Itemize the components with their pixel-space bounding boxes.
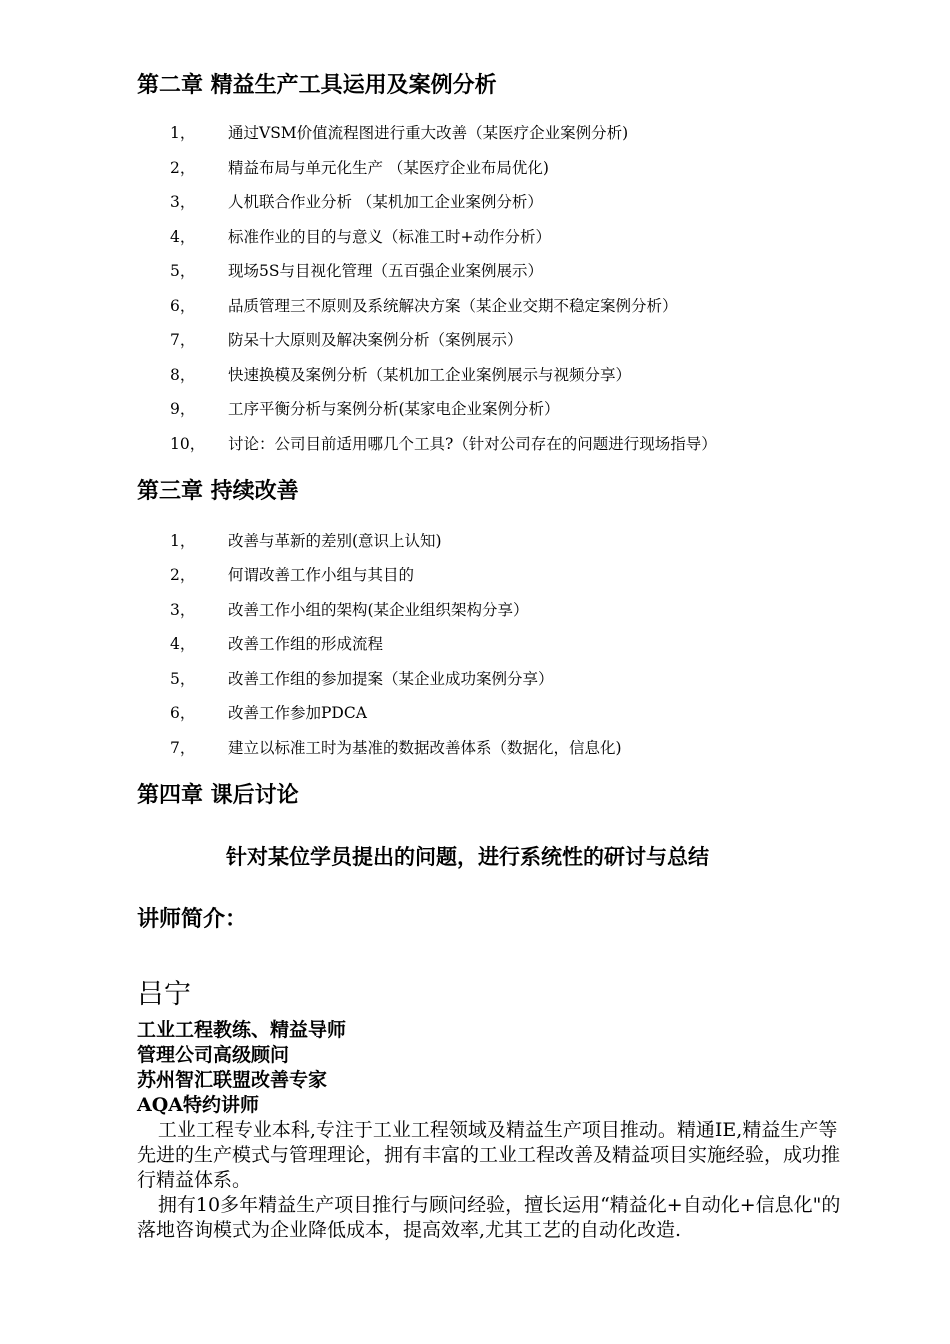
item-number: 4，: [170, 228, 196, 246]
instructor-title: 管理公司高级顾问: [137, 1044, 290, 1066]
item-number: 2，: [170, 566, 196, 584]
item-text: 现场5S与目视化管理（五百强企业案例展示）: [228, 262, 543, 280]
item-number: 7，: [170, 739, 196, 757]
item-text: 何谓改善工作小组与其目的: [228, 566, 415, 584]
item-text: 工序平衡分析与案例分析(某家电企业案例分析）: [228, 400, 560, 418]
item-number: 7，: [170, 331, 196, 349]
item-number: 2，: [170, 159, 196, 177]
instructor-title: AQA特约讲师: [137, 1094, 260, 1116]
item-number: 9，: [170, 400, 196, 418]
instructor-title: 工业工程教练、精益导师: [137, 1019, 347, 1041]
item-text: 快速换模及案例分析（某机加工企业案例展示与视频分享）: [228, 366, 632, 384]
item-number: 5，: [170, 262, 196, 280]
item-text: 精益布局与单元化生产 （某医疗企业布局优化): [228, 159, 549, 177]
item-number: 4，: [170, 635, 196, 653]
item-text: 改善工作小组的架构(某企业组织架构分享）: [228, 601, 529, 619]
item-text: 改善工作组的形成流程: [228, 635, 384, 653]
item-number: 8，: [170, 366, 196, 384]
chapter4-content: 针对某位学员提出的问题，进行系统性的研讨与总结: [226, 844, 709, 869]
item-text: 防呆十大原则及解决案例分析（案例展示）: [228, 331, 523, 349]
bio-paragraph: 工业工程专业本科,专注于工业工程领域及精益生产项目推动。精通IE,精益生产等先进的生产模式与管理理论，拥有丰富的工业工程改善及精益项目实施经验，成功推行精益体系。: [137, 1119, 841, 1191]
item-number: 1，: [170, 124, 196, 142]
item-number: 1，: [170, 532, 196, 550]
chapter2-title: 第二章 精益生产工具运用及案例分析: [137, 72, 497, 98]
instructor-heading: 讲师简介：: [137, 906, 248, 932]
item-number: 3，: [170, 193, 196, 211]
instructor-name: 吕宁: [137, 979, 191, 1010]
item-text: 人机联合作业分析 （某机加工企业案例分析）: [228, 193, 543, 211]
chapter4-title: 第四章 课后讨论: [137, 782, 299, 808]
item-number: 6，: [170, 297, 196, 315]
item-number: 5，: [170, 670, 196, 688]
item-text: 标准作业的目的与意义（标准工时+动作分析）: [228, 228, 551, 246]
item-text: 改善工作组的参加提案（某企业成功案例分享）: [228, 670, 554, 688]
instructor-title: 苏州智汇联盟改善专家: [137, 1069, 328, 1091]
bio-paragraph: 拥有10多年精益生产项目推行与顾问经验，擅长运用“精益化+自动化+信息化"的落地咨询模式为企业降低成本，提高效率,尤其工艺的自动化改造.: [137, 1194, 841, 1241]
item-text: 改善与革新的差别(意识上认知): [228, 532, 442, 550]
instructor-bio: [137, 1118, 849, 1243]
item-text: 改善工作参加PDCA: [228, 704, 367, 722]
item-text: 通过VSM价值流程图进行重大改善（某医疗企业案例分析): [228, 124, 629, 142]
chapter3-title: 第三章 持续改善: [137, 478, 299, 504]
item-text: 品质管理三不原则及系统解决方案（某企业交期不稳定案例分析）: [228, 297, 678, 315]
item-text: 建立以标准工时为基准的数据改善体系（数据化，信息化): [228, 739, 622, 757]
item-text: 讨论：公司目前适用哪几个工具?（针对公司存在的问题进行现场指导）: [228, 435, 717, 453]
item-number: 6，: [170, 704, 196, 722]
item-number: 10，: [170, 435, 206, 453]
item-number: 3，: [170, 601, 196, 619]
